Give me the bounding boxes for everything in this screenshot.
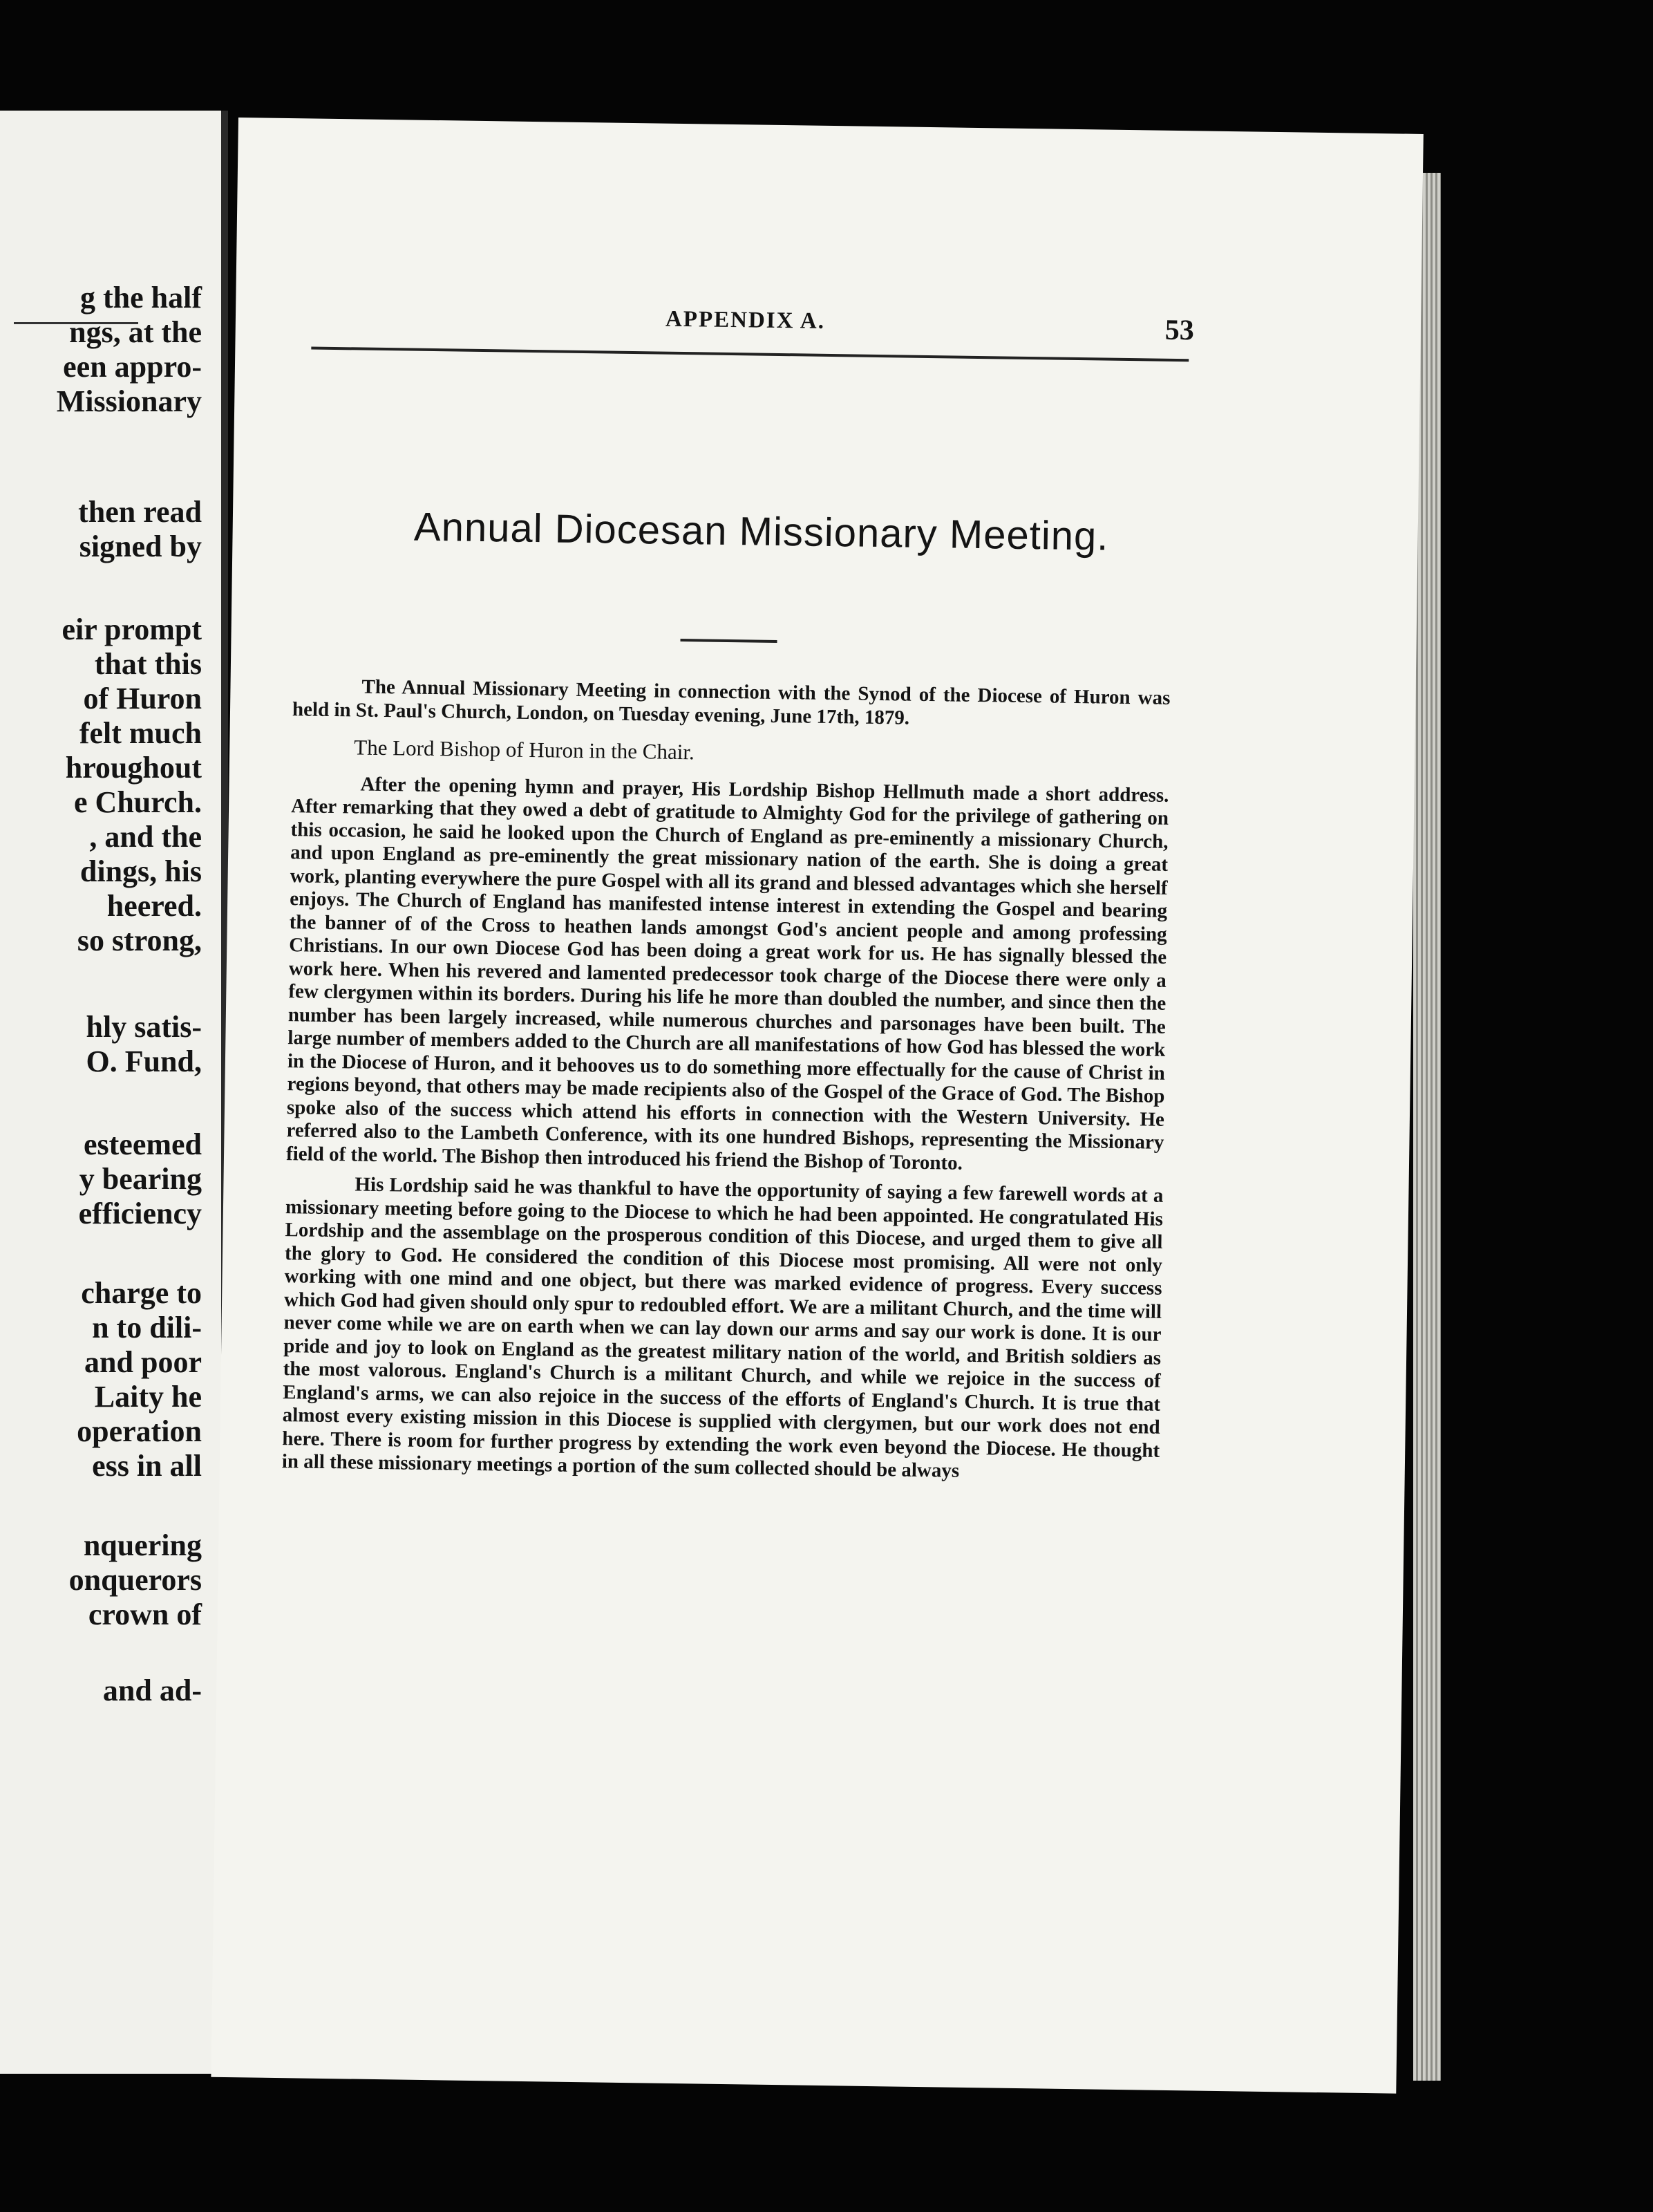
left-page-fragment: O. Fund, bbox=[86, 1044, 202, 1078]
title-rule bbox=[680, 639, 777, 643]
left-page-fragment: ngs, at the bbox=[69, 315, 202, 349]
left-page-fragment: een appro- bbox=[63, 350, 202, 384]
left-page-fragment: and ad- bbox=[102, 1674, 202, 1707]
left-page-fragment: efficiency bbox=[78, 1197, 202, 1230]
left-page-fragment: esteemed bbox=[83, 1127, 202, 1161]
left-page-fragment: eir prompt bbox=[62, 612, 202, 646]
left-page-fragment: dings, his bbox=[79, 854, 202, 888]
paragraph-intro: The Annual Missionary Meeting in connection with the Synod of the Diocese of Huron was held in St. Paul's Church, London, on Tuesday evening, June 17th, 1879. bbox=[292, 675, 1171, 729]
left-page-fragment: and poor bbox=[84, 1345, 202, 1379]
left-page-fragment: operation bbox=[77, 1414, 202, 1448]
left-page-fragment: felt much bbox=[79, 716, 202, 750]
running-head-title: APPENDIX A. bbox=[665, 306, 826, 334]
left-page-fragment: , and the bbox=[89, 820, 202, 854]
paragraph-bishop-toronto-address: His Lordship said he was thankful to have the opportunity of saying a few farewell words at a missionary meeting before going to the Diocese to which he had been appointed. He congratulated His Lordship and the assemblage on the prosperous condition of this Diocese, and urged them to give all the glory to God. He considered the condition of this Diocese most promising. All were not only working with one mind and one object, but there was marked evidence of progress. Every success which God had given should only spur to redoubled effort. We are a militant Church, and the time will never come while we are on earth when we can lay down our arms and say our work is done. It is our pride and joy to look on England as the greatest military nation of the world, and British soldiers as the most valorous. England's Church is a militant Church, and while we rejoice in the success of England's arms, we can also rejoice in the success of the efforts of England's Church. It is true that almost every existing mission in this Diocese is supplied with clergymen, but our work does not end here. There is room for further progress by extending the work even beyond the Diocese. He thought in all these missionary meetings a portion of the sum collected should be always bbox=[281, 1173, 1164, 1482]
left-page-fragment: hly satis- bbox=[86, 1010, 202, 1044]
page-number: 53 bbox=[1164, 314, 1195, 347]
left-page-fragment: so strong, bbox=[77, 924, 202, 957]
article-body bbox=[281, 675, 1170, 1492]
left-page-fragment: signed by bbox=[79, 529, 202, 563]
left-page-fragment: Laity he bbox=[94, 1380, 202, 1414]
left-page-fragment: e Church. bbox=[74, 785, 202, 819]
left-page-fragment: y bearing bbox=[79, 1162, 202, 1196]
previous-page bbox=[0, 111, 228, 2074]
left-page-fragment: g the half bbox=[80, 281, 202, 315]
left-page-fragment: hroughout bbox=[65, 751, 202, 785]
left-page-fragment: heered. bbox=[106, 889, 202, 923]
left-page-fragment: Missionary bbox=[56, 384, 202, 418]
left-page-fragment: then read bbox=[78, 495, 202, 529]
left-page-fragment: n to dili- bbox=[92, 1311, 202, 1344]
left-page-fragment: that this bbox=[94, 647, 202, 681]
left-page-fragment: charge to bbox=[81, 1276, 202, 1310]
left-page-fragment: crown of bbox=[88, 1597, 202, 1631]
left-page-fragment: of Huron bbox=[83, 682, 202, 715]
left-page-fragment: ess in all bbox=[92, 1449, 202, 1483]
paragraph-chair: The Lord Bishop of Huron in the Chair. bbox=[354, 735, 695, 765]
article-title: Annual Diocesan Missionary Meeting. bbox=[413, 504, 1109, 559]
left-page-fragment: nquering bbox=[83, 1528, 202, 1562]
left-page-fragment: onquerors bbox=[68, 1563, 202, 1597]
paragraph-bishop-hellmuth-address: After the opening hymn and prayer, His Lordship Bishop Hellmuth made a short address. After remarking that they owed a debt of gratitude to Almighty God for the privilege of gathering on this occasion, he said he looked upon the Church of England as pre-eminently a missionary Church, and upon England as pre-eminently the great missionary nation of the earth. She is doing a great work, planting everywhere the pure Gospel with all its grand and blessed advantages which she herself enjoys. The Church of England has manifested intense interest in extending the Gospel and bearing the banner of of the Cross to heathen lands amongst God's ancient people and among professing Christians. In our own Diocese God has been doing a great work for us. He has signally blessed the work here. When his revered and lamented predecessor took charge of the Diocese there were only a few clergymen within its borders. During his life he more than doubled the number, and since then the number has been largely increased, while numerous churches and parsonages have been built. The large number of members added to the Church are all manifestations of how God has blessed the work in the Diocese of Huron, and it behooves us to do something more effectually for the cause of Christ in regions beyond, that others may be made recipients also of the Gospel of the Grace of God. The Bishop spoke also of the success which attend his efforts in connection with the Western University. He referred also to the Lambeth Conference, with its one hundred Bishops, representing the Missionary field of the world. The Bishop then introduced his friend the Bishop of Toronto. bbox=[285, 773, 1169, 1174]
current-page bbox=[211, 118, 1423, 2094]
